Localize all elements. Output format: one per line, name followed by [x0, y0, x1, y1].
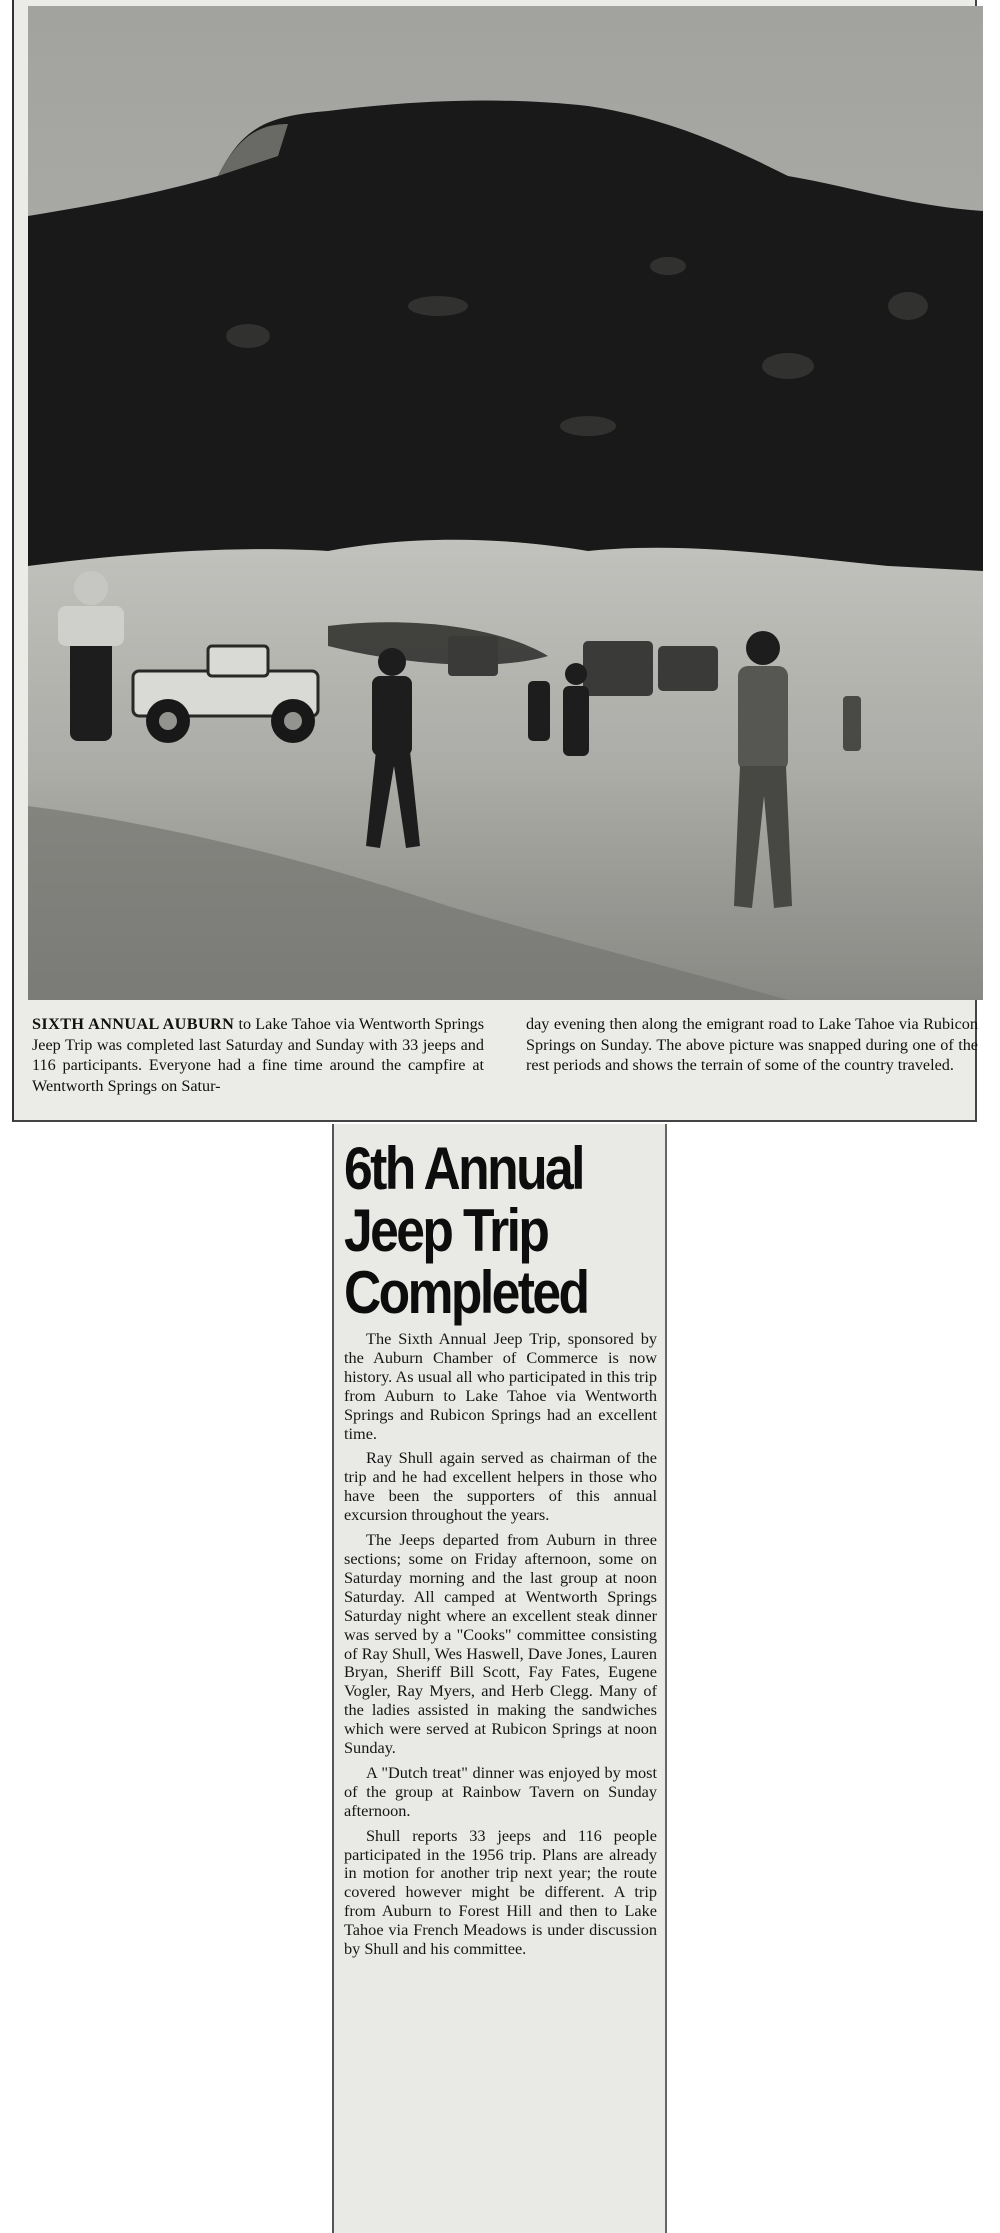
headline-line-1: 6th Annual [344, 1135, 583, 1202]
caption-column-right [526, 1014, 978, 1114]
article-paragraph: Ray Shull again served as chairman of the trip and he had excellent helpers in those who have been the supporters of this annual excursion throughout the years. [344, 1448, 657, 1525]
caption-lead: SIXTH ANNUAL AUBURN [32, 1015, 235, 1033]
headline-line-2: Jeep Trip [344, 1197, 548, 1264]
photo-caption [32, 1014, 978, 1114]
article-paragraph: Shull reports 33 jeeps and 116 people participated in the 1956 trip. Plans are already in motion for another trip next year; the route covered however might be different. A trip from Auburn to Forest Hill and then to Lake Tahoe via French Meadows is under discussion by Shull and his committee. [344, 1825, 657, 1959]
article-paragraph: The Jeeps departed from Auburn in three sections; some on Friday afternoon, some on Saturday morning and the last group at noon Saturday. All camped at Wentworth Springs Saturday night where an excellent steak dinner was served by a "Cooks" committee consisting of Ray Shull, Wes Haswell, Dave Jones, Lauren Bryan, Sheriff Bill Scott, Fay Fates, Eugene Vogler, Ray Myers, and Herb Clegg. Many of the ladies assisted in making the sandwiches which were served at Rubicon Springs at noon Sunday. [344, 1530, 657, 1758]
caption-left-text: to Lake Tahoe via Wentworth Springs Jeep Trip was completed last Saturday and Sunday with 33 jeeps and 116 participants. Everyone had a fine time around the campfire at Wentworth Springs on Satur- [32, 1015, 484, 1095]
article-paragraph: The Sixth Annual Jeep Trip, sponsored by the Auburn Chamber of Commerce is now history. As usual all who participated in this trip from Auburn to Lake Tahoe via Wentworth Springs and Rubicon Springs had an excellent time. [344, 1329, 657, 1443]
mountain-camp-scene [28, 6, 983, 1000]
caption-right-text: day evening then along the emigrant road to Lake Tahoe via Rubicon Springs on Sunday. The above picture was snapped during one of the rest periods and shows the terrain of some of the country traveled. [526, 1015, 978, 1074]
caption-column-left [32, 1014, 484, 1114]
article-body [344, 1330, 657, 1959]
news-article [332, 1124, 667, 2233]
headline-line-3: Completed [344, 1259, 588, 1326]
jeep-trip-photo [28, 6, 983, 1000]
article-paragraph: A "Dutch treat" dinner was enjoyed by most of the group at Rainbow Tavern on Sunday afternoon. [344, 1762, 657, 1820]
article-headline [344, 1135, 656, 1326]
photo-clipping [12, 0, 977, 1122]
